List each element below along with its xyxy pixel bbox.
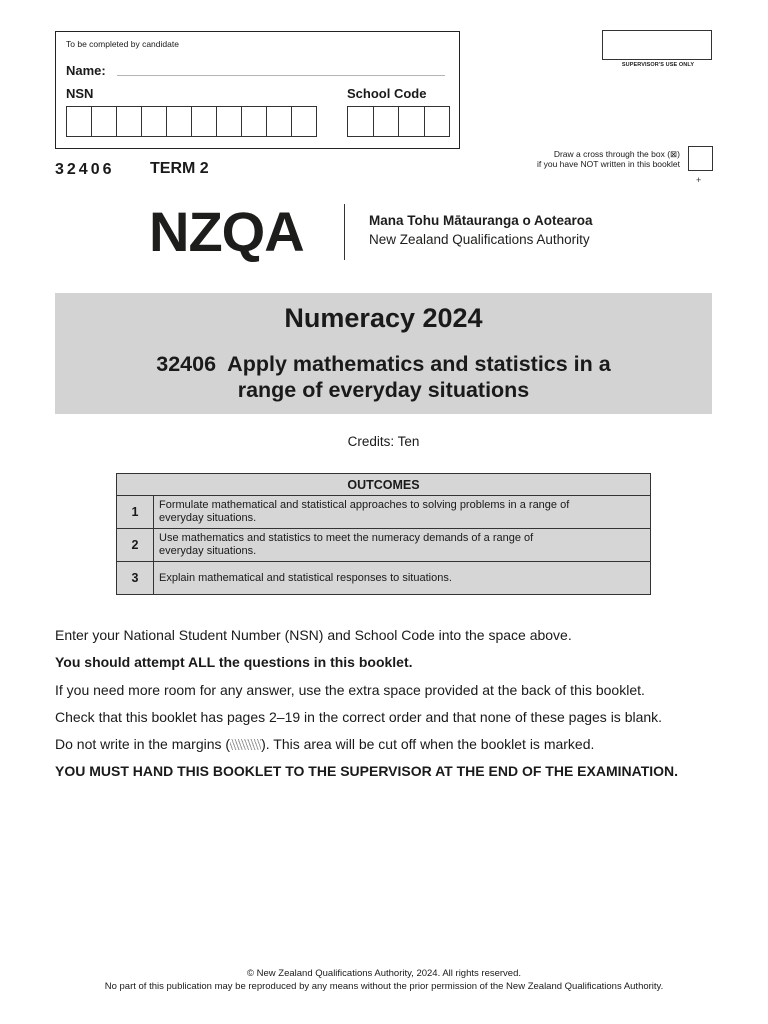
instruction-hand-in: YOU MUST HAND THIS BOOKLET TO THE SUPERVISOR AT THE END OF THE EXAMINATION. <box>55 763 679 780</box>
outcomes-header: OUTCOMES <box>117 474 651 496</box>
outcome-number: 3 <box>117 562 154 595</box>
page-title: Numeracy 2024 <box>284 303 483 333</box>
registration-mark: + <box>696 175 702 185</box>
supervisor-use-label: SUPERVISOR'S USE ONLY <box>621 62 695 68</box>
footer-line2: No part of this publication may be reproduced by any means without the prior permission of the New Zealand Qualifications Authority. <box>104 980 664 992</box>
nsn-digit-box[interactable] <box>166 106 192 137</box>
margin-hatch-icon <box>230 739 261 750</box>
page-subtitle <box>95 351 672 403</box>
nsn-digit-box[interactable] <box>216 106 242 137</box>
instruction-attempt-all: You should attempt ALL the questions in this booklet. <box>55 654 413 671</box>
logo-maori-name: Mana Tohu Mātauranga o Aotearoa <box>369 213 593 228</box>
nsn-digit-box[interactable] <box>141 106 167 137</box>
school-code-digit-box[interactable] <box>347 106 374 137</box>
subtitle-line2: range of everyday situations <box>237 378 530 402</box>
nsn-label: NSN <box>66 86 94 101</box>
nzqa-logo: NZQA <box>149 200 304 263</box>
credits-label: Credits: Ten <box>347 434 420 449</box>
footer-line1: © New Zealand Qualifications Authority, 2024. All rights reserved. <box>246 968 521 979</box>
nsn-digit-box[interactable] <box>191 106 217 137</box>
supervisor-use-box <box>602 30 712 60</box>
school-code-digit-box[interactable] <box>373 106 400 137</box>
nsn-digit-box[interactable] <box>116 106 142 137</box>
standard-code: 32406 <box>55 161 115 178</box>
instruction-extra-space: If you need more room for any answer, use the extra space provided at the back of this booklet. <box>55 681 645 698</box>
name-field[interactable] <box>117 75 445 76</box>
outcome-number: 2 <box>117 529 154 562</box>
logo-divider <box>344 204 345 260</box>
term-label: TERM 2 <box>150 160 209 177</box>
cross-box-instruction <box>500 149 680 169</box>
margins-text-b: ). This area will be cut off when the booklet is marked. <box>261 736 595 753</box>
subtitle-line1: 32406 Apply mathematics and statistics in a <box>156 352 611 376</box>
outcome-text: Use mathematics and statistics to meet the numeracy demands of a range of everyday situations. <box>154 529 651 562</box>
margins-text-a: Do not write in the margins ( <box>55 736 231 753</box>
school-code-digit-box[interactable] <box>424 106 451 137</box>
cross-note-line1: Draw a cross through the box (⊠) <box>553 149 680 159</box>
copyright-footer <box>0 968 768 993</box>
instruction-nsn: Enter your National Student Number (NSN) and School Code into the space above. <box>55 627 572 643</box>
nsn-digit-box[interactable] <box>66 106 92 137</box>
name-label: Name: <box>66 63 106 78</box>
outcomes-table <box>116 473 651 595</box>
table-row <box>117 496 651 529</box>
not-written-checkbox[interactable] <box>688 146 713 171</box>
candidate-caption: To be completed by candidate <box>66 39 179 49</box>
outcome-text: Formulate mathematical and statistical approaches to solving problems in a range of everyday situations. <box>154 496 651 529</box>
table-row <box>117 529 651 562</box>
school-code-field[interactable] <box>347 106 449 137</box>
cross-note-line2: if you have NOT written in this booklet <box>537 159 680 169</box>
nsn-field[interactable] <box>66 106 316 137</box>
instructions <box>55 627 735 791</box>
instruction-margins <box>55 736 735 752</box>
school-code-label: School Code <box>347 86 427 101</box>
nsn-digit-box[interactable] <box>266 106 292 137</box>
school-code-digit-box[interactable] <box>398 106 425 137</box>
outcome-text: Explain mathematical and statistical responses to situations. <box>154 562 651 595</box>
instruction-check-pages: Check that this booklet has pages 2–19 in the correct order and that none of these pages is blank. <box>55 708 663 725</box>
nsn-digit-box[interactable] <box>291 106 317 137</box>
nsn-digit-box[interactable] <box>241 106 267 137</box>
outcome-number: 1 <box>117 496 154 529</box>
table-row <box>117 562 651 595</box>
outcomes-header-row <box>117 474 651 496</box>
nsn-digit-box[interactable] <box>91 106 117 137</box>
logo-english-name: New Zealand Qualifications Authority <box>369 232 590 247</box>
